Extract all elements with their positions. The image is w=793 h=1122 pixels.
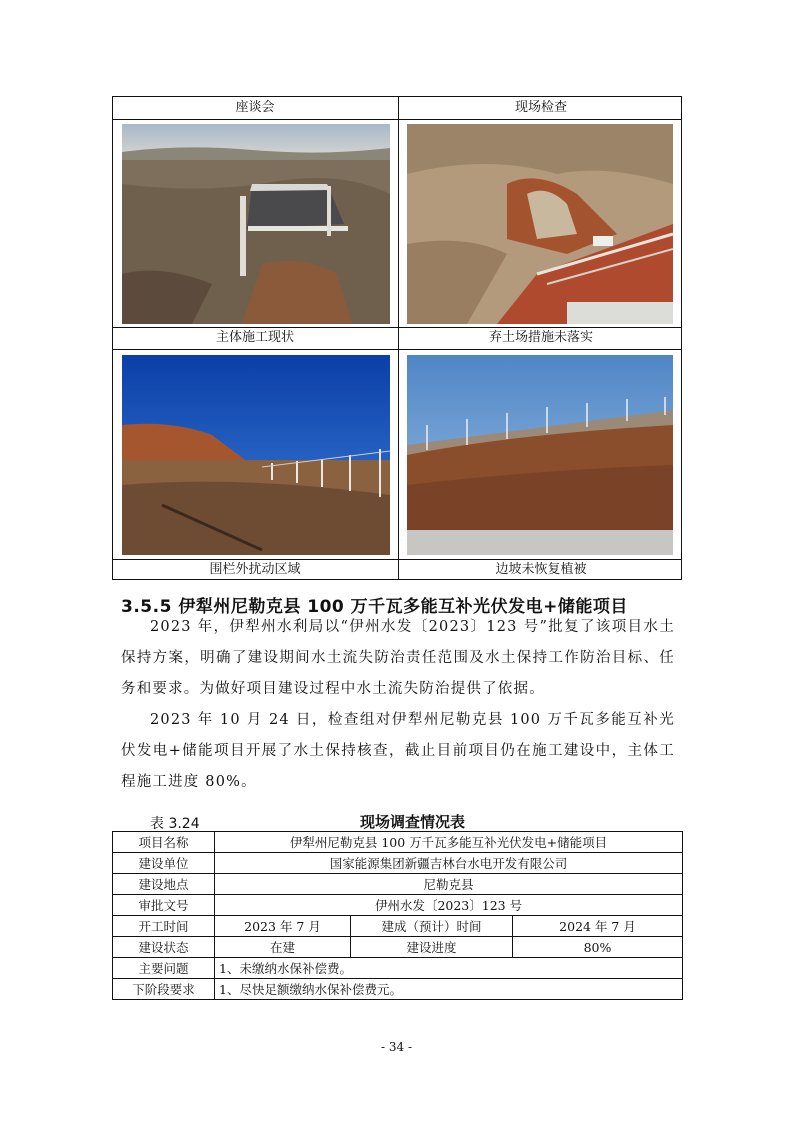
unit-value: 国家能源集团新疆吉林台水电开发有限公司	[215, 853, 683, 874]
photo-caption-1: 主体施工现状	[215, 330, 294, 345]
table-row	[113, 916, 683, 937]
label-cell: 建设状态	[113, 937, 215, 958]
photo-spoil-site	[407, 124, 673, 324]
status-value: 在建	[215, 937, 351, 958]
row-line	[113, 119, 681, 120]
label-cell: 建设地点	[113, 874, 215, 895]
approval-value: 伊州水发〔2023〕123 号	[215, 895, 683, 916]
page-number: - 34 -	[380, 1040, 412, 1054]
label-cell: 建设进度	[351, 937, 513, 958]
photo-header-left: 座谈会	[235, 100, 275, 115]
survey-table	[112, 831, 683, 1000]
photo-slope	[407, 355, 673, 555]
progress-value: 80%	[513, 937, 683, 958]
label-cell: 开工时间	[113, 916, 215, 937]
photo-caption-4: 边坡未恢复植被	[495, 562, 587, 577]
table-row	[113, 937, 683, 958]
paragraph-1: 2023 年，伊犁州水利局以“伊州水发〔2023〕123 号”批复了该项目水土保持方案，明确了建设期间水土流失防治责任范围及水土保持工作防治目标、任务和要求。为做好项目建设过程中水土流失防治提供了依据。	[121, 619, 675, 697]
completion-value: 2024 年 7 月	[513, 916, 683, 937]
table-row	[113, 832, 683, 853]
table-number: 表 3.24	[150, 816, 200, 832]
label-cell: 下阶段要求	[113, 979, 215, 1000]
table-title: 现场调查情况表	[360, 813, 466, 831]
label-cell: 主要问题	[113, 958, 215, 979]
label-cell: 审批文号	[113, 895, 215, 916]
photo-header-right: 现场检查	[514, 100, 567, 115]
table-row	[113, 958, 683, 979]
start-value: 2023 年 7 月	[215, 916, 351, 937]
photo-caption-2: 弃土场措施未落实	[488, 330, 593, 345]
next-requirements-value: 1、尽快足额缴纳水保补偿费元。	[215, 979, 683, 1000]
label-cell: 项目名称	[113, 832, 215, 853]
section-heading: 3.5.5 伊犁州尼勒克县 100 万千瓦多能互补光伏发电+储能项目	[121, 597, 628, 617]
issues-value: 1、未缴纳水保补偿费。	[215, 958, 683, 979]
label-cell: 建设单位	[113, 853, 215, 874]
label-cell: 建成（预计）时间	[351, 916, 513, 937]
table-row	[113, 895, 683, 916]
photo-main-construction	[122, 124, 390, 324]
location-value: 尼勒克县	[215, 874, 683, 895]
photo-disturbed-area	[122, 355, 390, 555]
table-row	[113, 874, 683, 895]
photo-caption-3: 围栏外扰动区域	[209, 562, 301, 577]
project-name-value: 伊犁州尼勒克县 100 万千瓦多能互补光伏发电+储能项目	[215, 832, 683, 853]
photo-grid	[112, 96, 682, 580]
table-row	[113, 979, 683, 1000]
row-line	[113, 349, 681, 350]
paragraph-2: 2023 年 10 月 24 日，检查组对伊犁州尼勒克县 100 万千瓦多能互补光伏发电+储能项目开展了水土保持核查，截止目前项目仍在施工建设中，主体工程施工进度 80%。	[121, 712, 675, 790]
table-row	[113, 853, 683, 874]
